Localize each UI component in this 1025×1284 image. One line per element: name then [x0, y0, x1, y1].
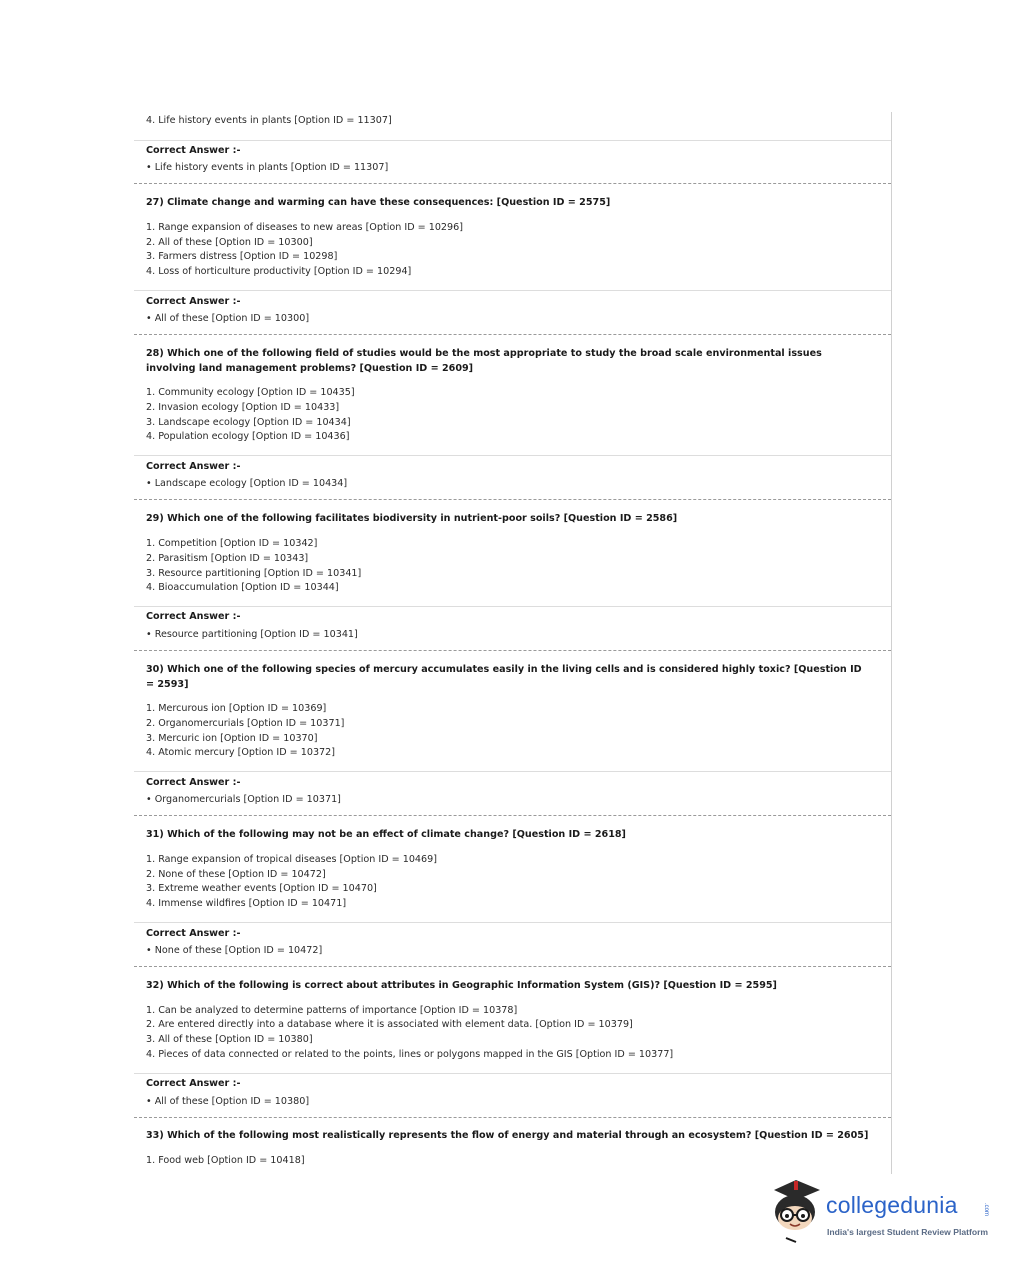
question-divider — [134, 1117, 891, 1118]
answer-line: • All of these [Option ID = 10380] — [146, 1096, 310, 1107]
question-divider — [134, 499, 891, 500]
answer-line: • Life history events in plants [Option ID = 11307] — [146, 162, 389, 173]
question-divider — [134, 966, 891, 967]
answer-label: Correct Answer :- — [146, 145, 241, 156]
question-text: 27) Climate change and warming can have these consequences: [Question ID = 2575] — [146, 197, 611, 208]
option-line: 4. Pieces of data connected or related to the points, lines or polygons mapped in the GIS [Option ID = 10377] — [146, 1049, 674, 1060]
option-line: 3. Extreme weather events [Option ID = 10470] — [146, 883, 377, 894]
answer-label: Correct Answer :- — [146, 296, 241, 307]
option-line: 1. Mercurous ion [Option ID = 10369] — [146, 703, 327, 714]
question-text: 29) Which one of the following facilitates biodiversity in nutrient-poor soils? [Question ID = 2586] — [146, 513, 678, 524]
option-line: 3. All of these [Option ID = 10380] — [146, 1034, 313, 1045]
option-line: 3. Farmers distress [Option ID = 10298] — [146, 251, 338, 262]
option-line: 2. All of these [Option ID = 10300] — [146, 237, 313, 248]
answer-label: Correct Answer :- — [146, 1078, 241, 1089]
option-line: 4. Life history events in plants [Option ID = 11307] — [146, 115, 392, 126]
divider — [134, 922, 891, 923]
option-line: 3. Resource partitioning [Option ID = 10341] — [146, 568, 362, 579]
divider — [134, 771, 891, 772]
question-text: 30) Which one of the following species of mercury accumulates easily in the living cells and is considered highly toxic? [Question ID = 2593] — [146, 664, 862, 690]
option-line: 4. Loss of horticulture productivity [Option ID = 10294] — [146, 266, 412, 277]
question-divider — [134, 650, 891, 651]
question-paper-page — [134, 112, 892, 1174]
answer-label: Correct Answer :- — [146, 461, 241, 472]
question-text: 28) Which one of the following field of studies would be the most appropriate to study the broad scale environmental issues involving land management problems? [Question ID = 2609] — [146, 348, 822, 374]
divider — [134, 290, 891, 291]
option-line: 1. Can be analyzed to determine patterns of importance [Option ID = 10378] — [146, 1005, 518, 1016]
divider — [134, 1073, 891, 1074]
option-line: 2. Organomercurials [Option ID = 10371] — [146, 718, 345, 729]
option-line: 1. Food web [Option ID = 10418] — [146, 1155, 305, 1166]
question-divider — [134, 815, 891, 816]
divider — [134, 140, 891, 141]
option-line: 1. Competition [Option ID = 10342] — [146, 538, 318, 549]
answer-line: • None of these [Option ID = 10472] — [146, 945, 323, 956]
answer-line: • Landscape ecology [Option ID = 10434] — [146, 478, 348, 489]
answer-line: • Resource partitioning [Option ID = 10341] — [146, 629, 358, 640]
option-line: 1. Community ecology [Option ID = 10435] — [146, 387, 355, 398]
option-line: 2. Parasitism [Option ID = 10343] — [146, 553, 309, 564]
answer-line: • Organomercurials [Option ID = 10371] — [146, 794, 341, 805]
brand-name: collegedunia — [826, 1192, 958, 1218]
option-line: 2. None of these [Option ID = 10472] — [146, 869, 326, 880]
option-line: 3. Mercuric ion [Option ID = 10370] — [146, 733, 318, 744]
question-divider — [134, 183, 891, 184]
option-line: 2. Are entered directly into a database where it is associated with element data. [Option ID = 10379] — [146, 1019, 633, 1030]
option-line: 4. Population ecology [Option ID = 10436] — [146, 431, 350, 442]
answer-line: • All of these [Option ID = 10300] — [146, 313, 310, 324]
option-line: 1. Range expansion of tropical diseases [Option ID = 10469] — [146, 854, 437, 865]
question-text: 32) Which of the following is correct about attributes in Geographic Information System (GIS)? [Question ID = 2595] — [146, 980, 777, 991]
question-divider — [134, 334, 891, 335]
option-line: 4. Immense wildfires [Option ID = 10471] — [146, 898, 347, 909]
divider — [134, 455, 891, 456]
option-line: 4. Bioaccumulation [Option ID = 10344] — [146, 582, 339, 593]
question-text: 33) Which of the following most realistically represents the flow of energy and material through an ecosystem? [Question ID = 2605] — [146, 1130, 869, 1141]
graduate-mascot-icon — [766, 1176, 824, 1248]
question-text: 31) Which of the following may not be an effect of climate change? [Question ID = 2618] — [146, 829, 626, 840]
answer-label: Correct Answer :- — [146, 611, 241, 622]
option-line: 2. Invasion ecology [Option ID = 10433] — [146, 402, 340, 413]
option-line: 4. Atomic mercury [Option ID = 10372] — [146, 747, 335, 758]
divider — [134, 606, 891, 607]
option-line: 1. Range expansion of diseases to new areas [Option ID = 10296] — [146, 222, 463, 233]
brand-tagline: India's largest Student Review Platform — [827, 1227, 989, 1237]
brand-domain-suffix: .com — [983, 1203, 989, 1217]
answer-label: Correct Answer :- — [146, 777, 241, 788]
option-line: 3. Landscape ecology [Option ID = 10434] — [146, 417, 351, 428]
answer-label: Correct Answer :- — [146, 928, 241, 939]
